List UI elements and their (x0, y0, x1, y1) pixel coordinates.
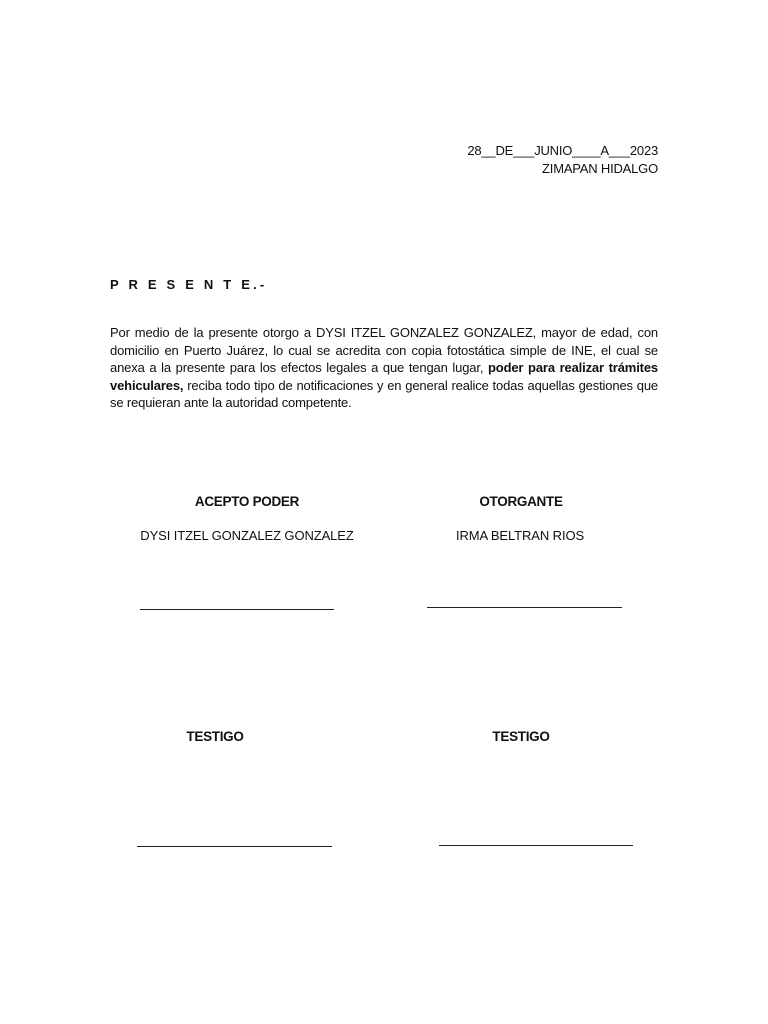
date-line: 28__DE___JUNIO____A___2023 (467, 143, 658, 158)
body-paragraph (110, 324, 658, 412)
otorgante-heading: OTORGANTE (479, 494, 563, 509)
body-text-part-2: reciba todo tipo de notificaciones y en general realice todas aquellas gestiones que se requieran ante la autoridad competente. (110, 377, 658, 410)
place-line: ZIMAPAN HIDALGO (542, 161, 658, 176)
date-place-block (467, 142, 658, 178)
testigo-left-heading: TESTIGO (186, 729, 244, 744)
acepto-poder-name: DYSI ITZEL GONZALEZ GONZALEZ (140, 528, 354, 543)
salutation: P R E S E N T E.- (110, 277, 268, 292)
acepto-poder-signature-line (140, 609, 334, 610)
otorgante-signature-line (427, 607, 622, 608)
testigo-right-heading: TESTIGO (492, 729, 550, 744)
body-text-bold: poder para realizar trámites vehiculares, (110, 360, 658, 393)
testigo-left-signature-line (137, 846, 332, 847)
body-text-part-1: Por medio de la presente otorgo a DYSI ITZEL GONZALEZ GONZALEZ, mayor de edad, con domicilio en Puerto Juárez, lo cual se acredita con copia fotostática simple de INE, el cual se anexa a la presente para los efectos legales a que tengan lugar, (110, 325, 658, 375)
otorgante-name: IRMA BELTRAN RIOS (455, 528, 585, 543)
testigo-right-signature-line (439, 845, 633, 846)
acepto-poder-heading: ACEPTO PODER (194, 494, 300, 509)
